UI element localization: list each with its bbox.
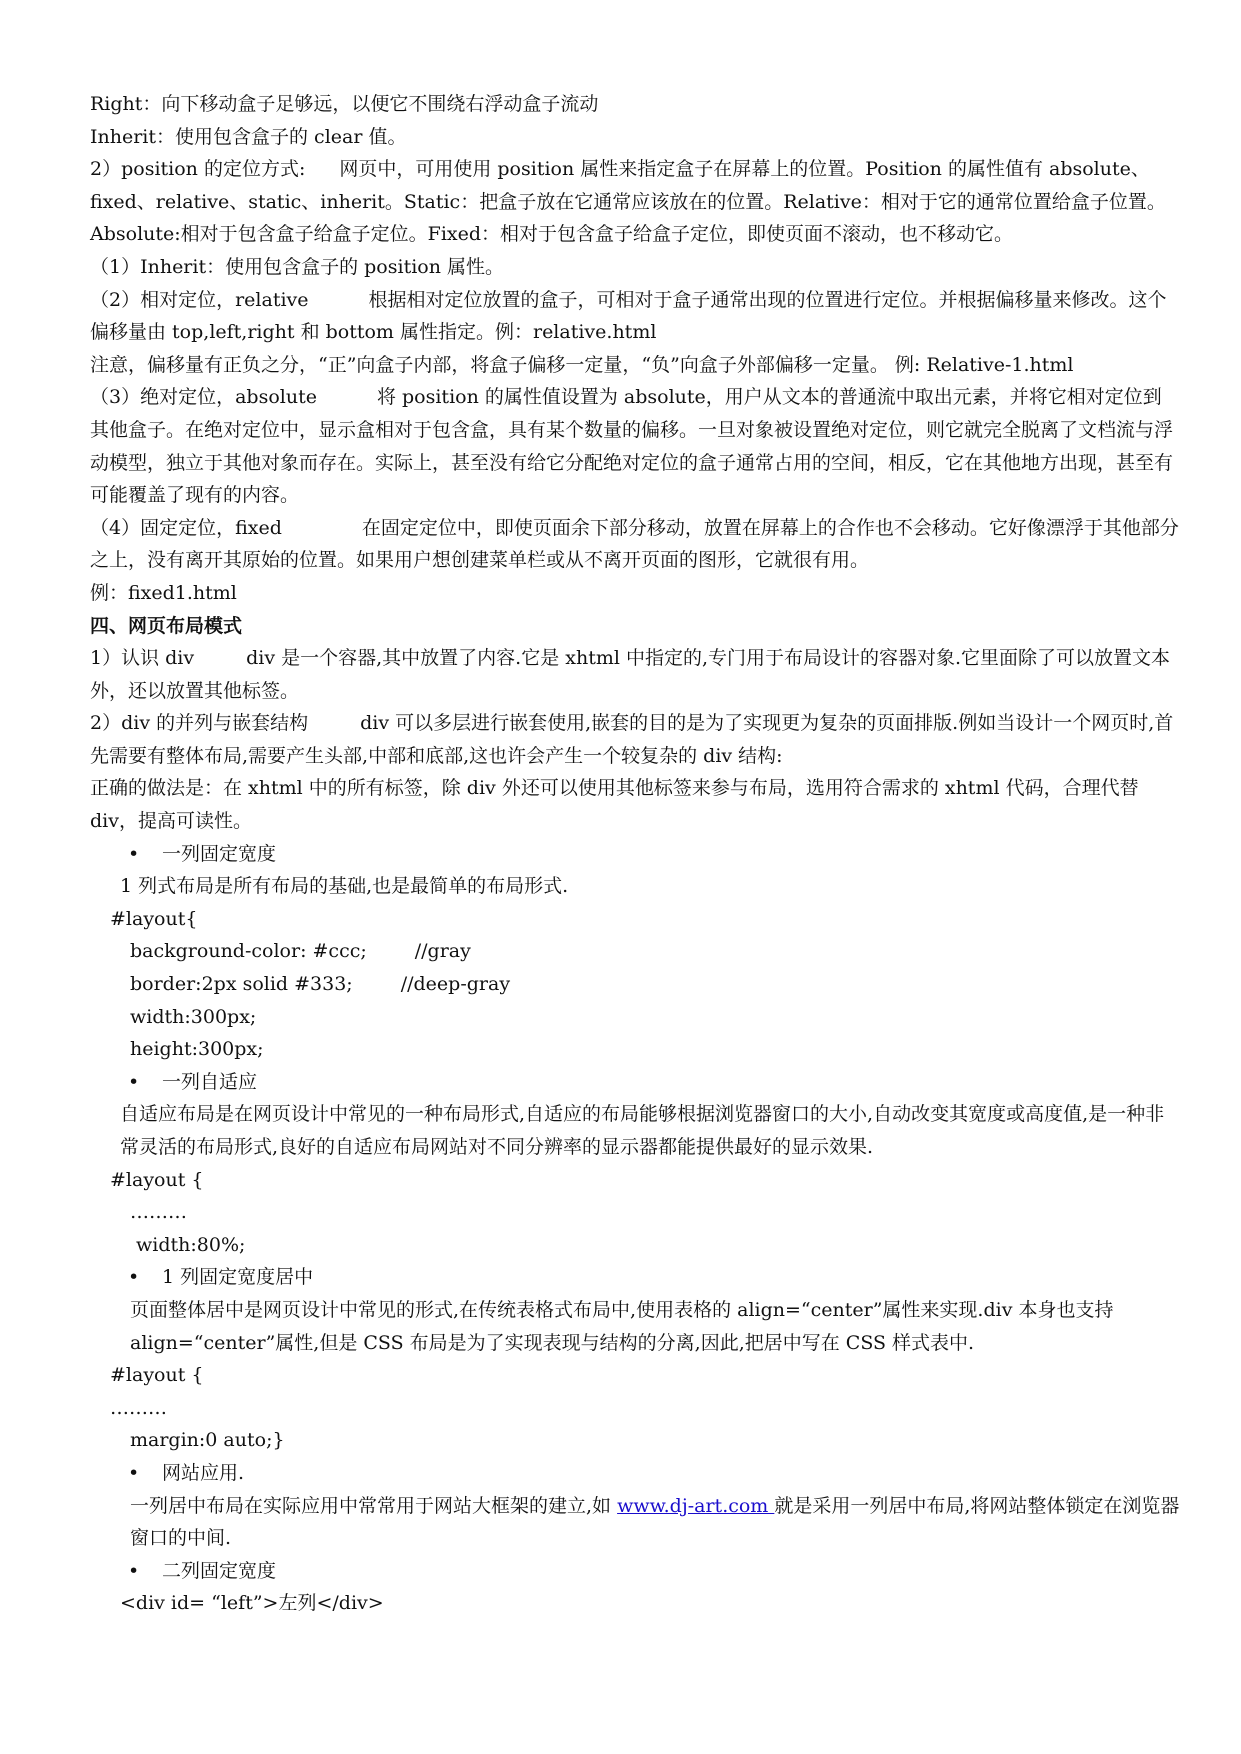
paragraph-text: 将 position 的属性值设置为 absolute，用户从文本的普通流中取出元素，并将它相对定位到其他盒子。在绝对定位中，显示盒相对于包含盒，具有某个数量的偏移。一旦对象被设置绝对定位，则它就完全脱离了文档流与浮动模型，独立于其他对象而存在。实际上，甚至没有给它分配绝对定位的盒子通常占用的空间，相反，它在其他地方出现，甚至有可能覆盖了现有的内容。 bbox=[90, 386, 1174, 507]
text-paragraph: 页面整体居中是网页设计中常见的形式,在传统表格式布局中,使用表格的 align=“center”属性来实现.div 本身也支持 align=“center”属性,但是 CSS 布局是为了实现表现与结构的分离,因此,把居中写在 CSS 样式表中. bbox=[130, 1298, 1114, 1354]
paragraph-label: （4）固定定位，fixed bbox=[90, 516, 282, 539]
list-item bbox=[90, 1555, 1180, 1588]
list-item bbox=[90, 1457, 1180, 1490]
paragraph-text: 根据相对定位放置的盒子，可相对于盒子通常出现的位置进行定位。并根据偏移量来修改。这个偏移量由 top,left,right 和 bottom 属性指定。例：relative.html bbox=[90, 288, 1167, 344]
code-comment: //gray bbox=[414, 940, 471, 963]
bullet-icon: • bbox=[128, 842, 140, 865]
paragraph-div-nesting bbox=[90, 707, 1180, 772]
code-line: width:80%; bbox=[136, 1233, 246, 1256]
code-line: ……… bbox=[130, 1201, 187, 1224]
code-text: border:2px solid #333; bbox=[130, 973, 353, 996]
paragraph-label: （3）绝对定位，absolute bbox=[90, 386, 317, 409]
list-item-label: 1 列固定宽度居中 bbox=[162, 1266, 314, 1289]
list-item-label: 一列自适应 bbox=[162, 1070, 258, 1093]
text-line: Right：向下移动盒子足够远，以便它不围绕右浮动盒子流动 bbox=[90, 93, 599, 115]
text-line: 1 列式布局是所有布局的基础,也是最简单的布局形式. bbox=[120, 875, 569, 898]
list-item bbox=[90, 1261, 1180, 1294]
paragraph-position bbox=[90, 153, 1180, 251]
code-line: #layout { bbox=[110, 1168, 204, 1191]
text-line: 注意，偏移量有正负之分，“正”向盒子内部，将盒子偏移一定量，“负”向盒子外部偏移一定量。 例: Relative-1.html bbox=[90, 353, 1074, 376]
text-paragraph bbox=[90, 1490, 1180, 1555]
paragraph-text: 一列居中布局在实际应用中常常用于网站大框架的建立,如 bbox=[130, 1494, 618, 1517]
text-line: Inherit：使用包含盒子的 clear 值。 bbox=[90, 125, 407, 148]
code-line: height:300px; bbox=[130, 1038, 264, 1061]
list-item bbox=[90, 1066, 1180, 1099]
bullet-icon: • bbox=[128, 1559, 140, 1582]
paragraph-label: （2）相对定位，relative bbox=[90, 288, 309, 311]
list-item-label: 二列固定宽度 bbox=[162, 1559, 277, 1582]
code-line: ……… bbox=[110, 1396, 167, 1419]
paragraph-text: div 是一个容器,其中放置了内容.它是 xhtml 中指定的,专门用于布局设计的容器对象.它里面除了可以放置文本外，还以放置其他标签。 bbox=[90, 647, 1171, 702]
paragraph-text: 网页中，可用使用 position 属性来指定盒子在屏幕上的位置。Position 的属性值有 absolute、fixed、relative、static、inherit。Static：把盒子放在它通常应该放在的位置。Relative：相对于它的通常位置给盒子位置。Absolute:相对于包含盒子给盒子定位。Fixed：相对于包含盒子给盒子定位，即使页面不滚动，也不移动它。 bbox=[90, 158, 1166, 246]
paragraph-relative bbox=[90, 284, 1180, 349]
code-comment: //deep-gray bbox=[400, 973, 511, 996]
paragraph-text: 在固定定位中，即使页面余下部分移动，放置在屏幕上的合作也不会移动。它好像漂浮于其他部分之上，没有离开其原始的位置。如果用户想创建菜单栏或从不离开页面的图形，它就很有用。 bbox=[90, 516, 1179, 572]
code-line: margin:0 auto;} bbox=[130, 1429, 285, 1452]
paragraph-label: 2）position 的定位方式: bbox=[90, 158, 306, 181]
code-line: <div id= “left”>左列</div> bbox=[120, 1592, 384, 1615]
paragraph-label: 2）div 的并列与嵌套结构 bbox=[90, 712, 309, 735]
bullet-icon: • bbox=[128, 1070, 140, 1093]
paragraph-fixed bbox=[90, 512, 1180, 577]
text-paragraph: 自适应布局是在网页设计中常见的一种布局形式,自适应的布局能够根据浏览器窗口的大小,自动改变其宽度或高度值,是一种非常灵活的布局形式,良好的自适应布局网站对不同分辨率的显示器都能提供最好的显示效果. bbox=[120, 1103, 1165, 1158]
bullet-icon: • bbox=[128, 1266, 140, 1289]
code-text: background-color: #ccc; bbox=[130, 940, 367, 963]
text-line: 正确的做法是：在 xhtml 中的所有标签，除 div 外还可以使用其他标签来参与布局，选用符合需求的 xhtml 代码，合理代替 div，提高可读性。 bbox=[90, 777, 1139, 833]
paragraph-text: 就是采用一列居中布局,将网站整体锁定在浏览器窗口的中间. bbox=[130, 1494, 1180, 1550]
code-line: width:300px; bbox=[130, 1005, 257, 1028]
paragraph-label: 1）认识 div bbox=[90, 647, 195, 670]
code-line: #layout{ bbox=[110, 907, 198, 930]
list-item bbox=[90, 838, 1180, 871]
list-item-label: 一列固定宽度 bbox=[162, 842, 277, 865]
text-line: 例：fixed1.html bbox=[90, 581, 237, 604]
paragraph-text: div 可以多层进行嵌套使用,嵌套的目的是为了实现更为复杂的页面排版.例如当设计一个网页时,首先需要有整体布局,需要产生头部,中部和底部,这也许会产生一个较复杂的 div 结构: bbox=[90, 712, 1174, 767]
list-item-label: 网站应用. bbox=[162, 1461, 245, 1484]
bullet-icon: • bbox=[128, 1461, 140, 1484]
paragraph-div bbox=[90, 642, 1180, 707]
document-body bbox=[90, 88, 1180, 1620]
code-line bbox=[90, 968, 1180, 1001]
section-heading: 四、网页布局模式 bbox=[90, 614, 243, 637]
website-link[interactable]: www.dj-art.com bbox=[617, 1494, 775, 1517]
text-line: （1）Inherit：使用包含盒子的 position 属性。 bbox=[90, 255, 505, 278]
paragraph-absolute bbox=[90, 381, 1180, 511]
code-line bbox=[90, 935, 1180, 968]
code-line: #layout { bbox=[110, 1364, 204, 1387]
